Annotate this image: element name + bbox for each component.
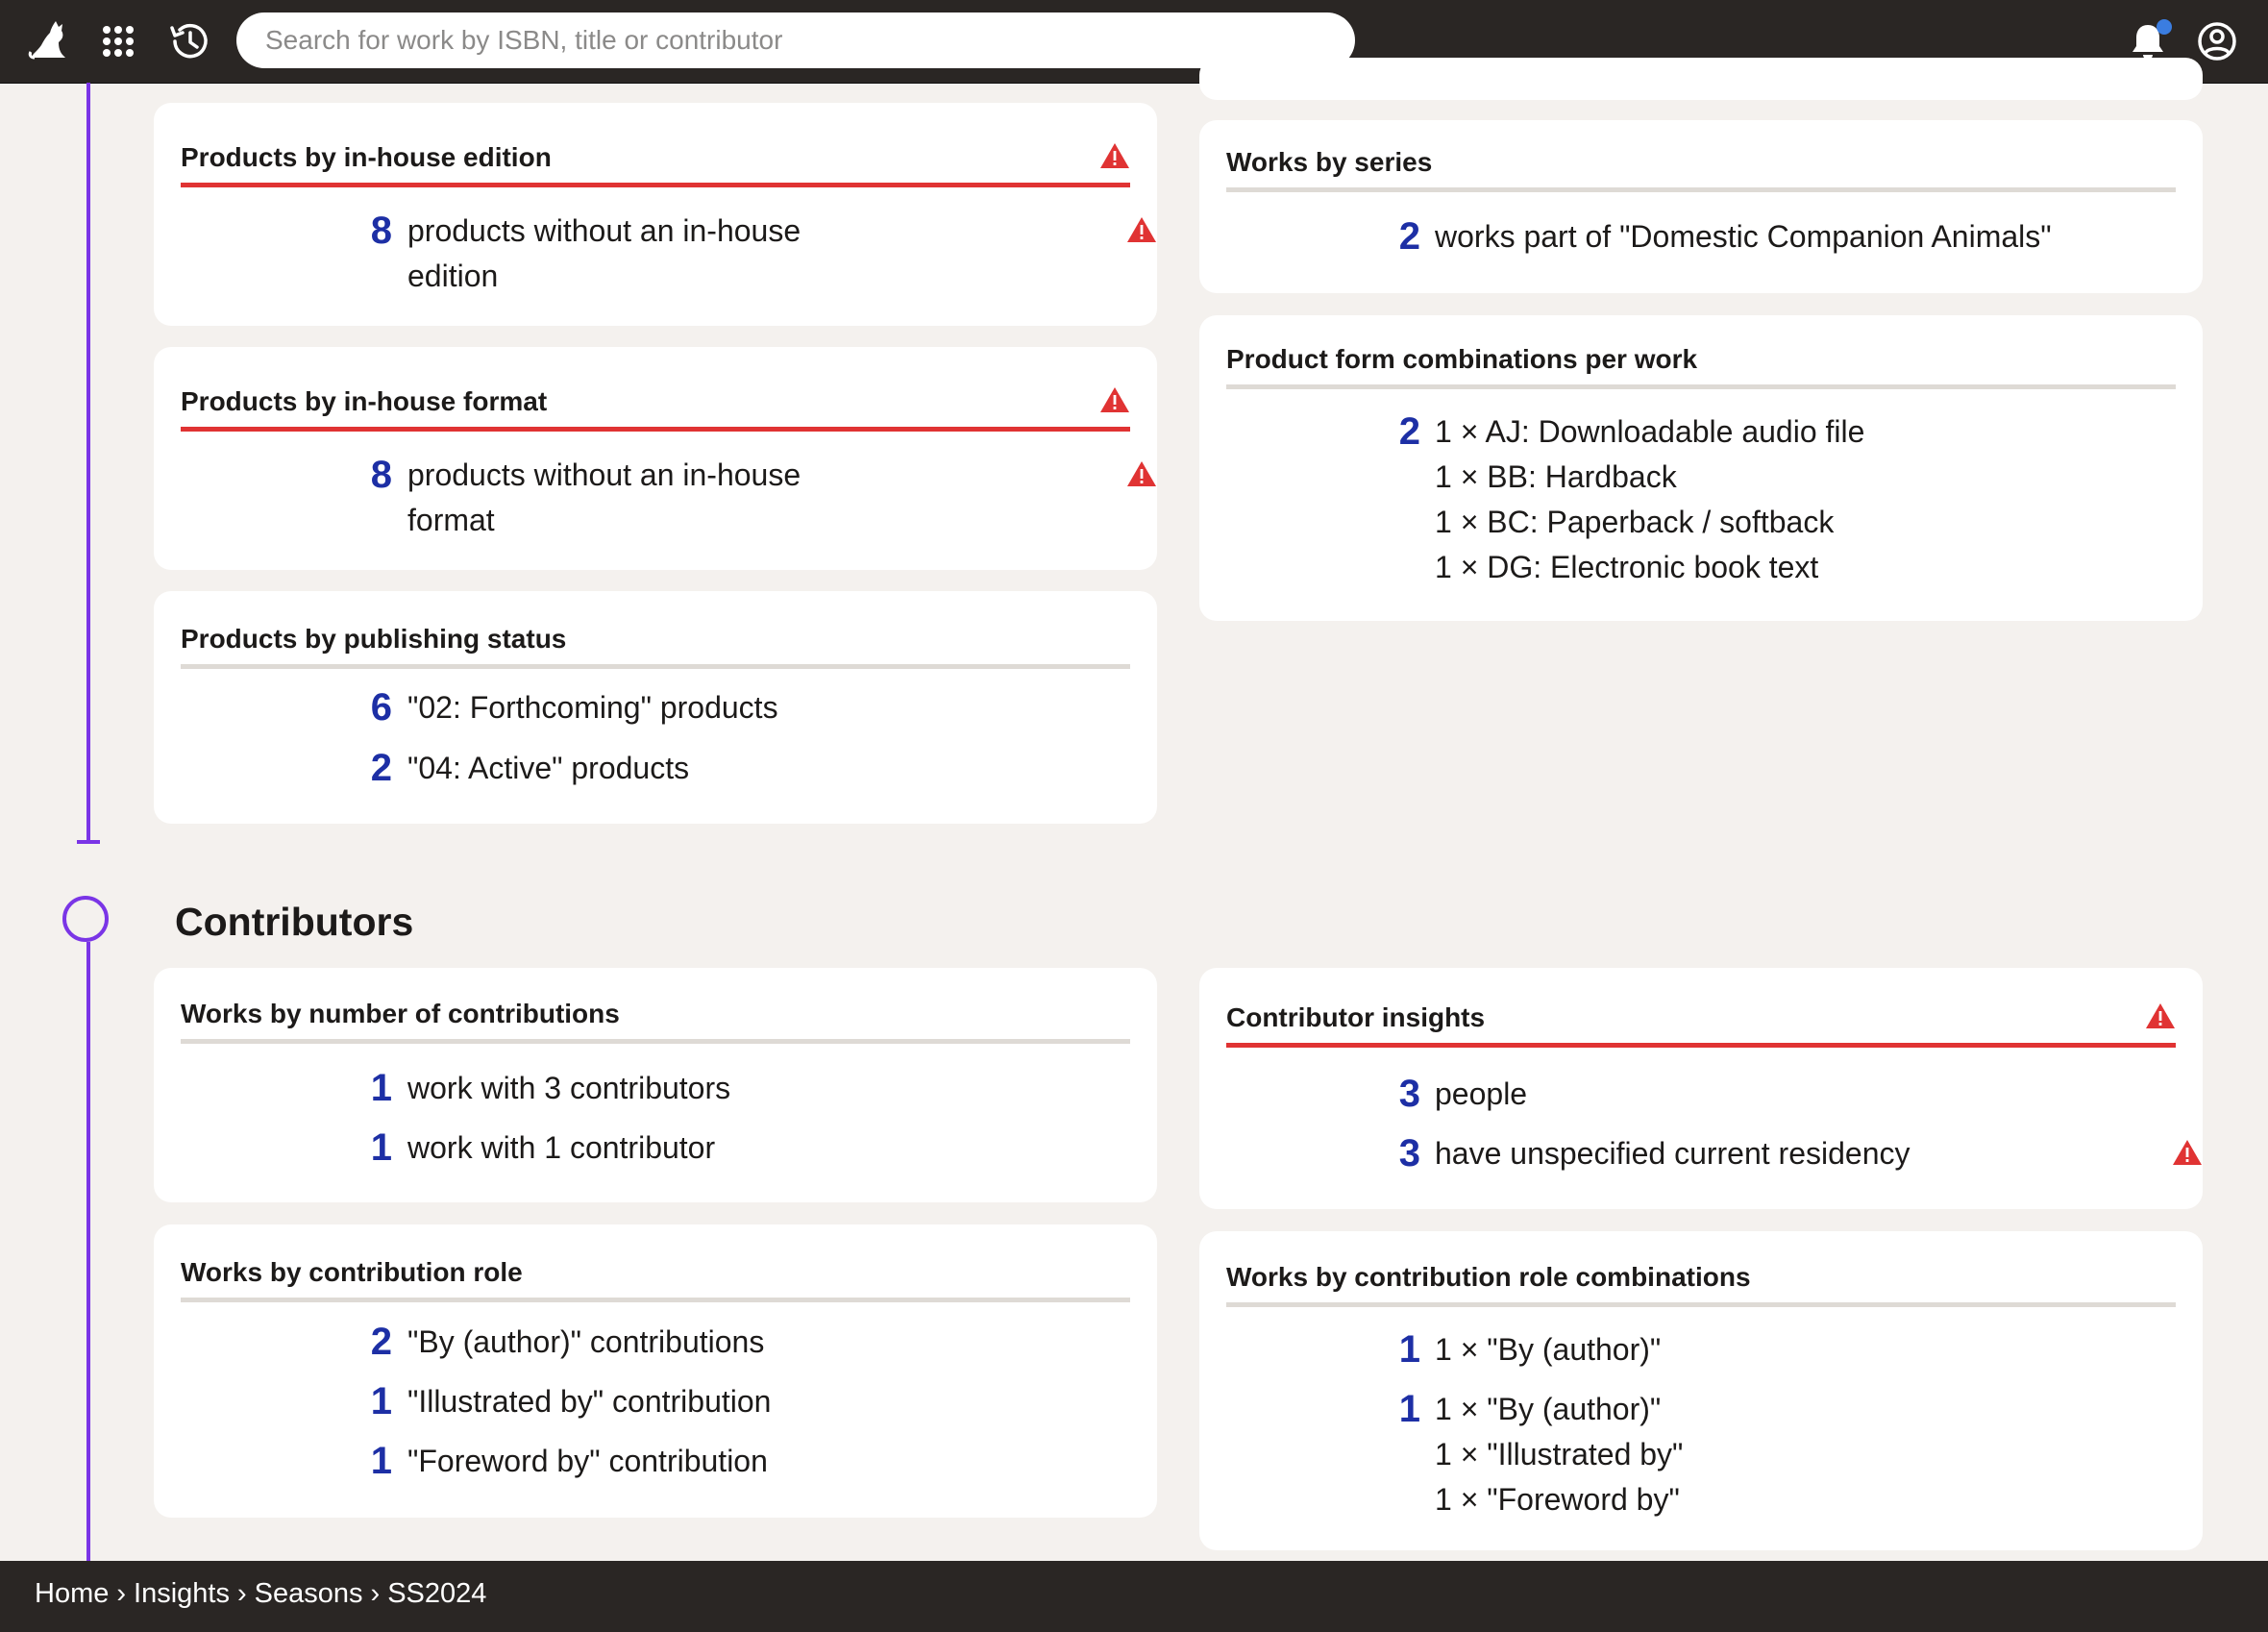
- stat-count: 3: [1398, 1073, 1420, 1115]
- stat-text: "Foreword by" contribution: [407, 1444, 768, 1478]
- stat-count: 2: [370, 747, 392, 789]
- timeline-end-cap: [77, 840, 100, 844]
- card-products-by-in-house-format: [154, 347, 1157, 570]
- account-icon[interactable]: [2195, 19, 2239, 63]
- stat-count: 1: [370, 1380, 392, 1422]
- stat-count: 1: [370, 1440, 392, 1482]
- stat-text: have unspecified current residency: [1435, 1136, 1911, 1171]
- breadcrumb-insights[interactable]: Insights: [134, 1578, 230, 1609]
- stat-count: 1: [1398, 1388, 1420, 1430]
- breadcrumb-current: SS2024: [387, 1578, 487, 1609]
- stat-count: 3: [1398, 1132, 1420, 1175]
- card-products-by-publishing-status: [154, 591, 1157, 824]
- card-works-by-contribution-role-combinations: [1199, 1231, 2203, 1550]
- warning-icon: [2172, 1139, 2203, 1166]
- stat-text: 1 × "By (author)": [1435, 1332, 1662, 1367]
- timeline-node: [62, 896, 109, 942]
- stat-text: work with 3 contributors: [407, 1071, 731, 1105]
- bottom-bar: [0, 1561, 2268, 1632]
- stat-count: 8: [370, 210, 392, 252]
- timeline-line: [86, 942, 90, 1561]
- stat-text: products without an in-house edition: [407, 213, 801, 293]
- stat-count: 1: [1398, 1328, 1420, 1371]
- cat-logo-icon[interactable]: [27, 17, 71, 62]
- section-title-contributors: Contributors: [175, 900, 414, 944]
- card-title: Works by series: [1226, 147, 1433, 177]
- search-input[interactable]: [236, 12, 1355, 68]
- history-icon[interactable]: [167, 19, 211, 63]
- breadcrumb-separator: ›: [370, 1578, 381, 1609]
- breadcrumb-seasons[interactable]: Seasons: [254, 1578, 363, 1609]
- stat-text: people: [1435, 1076, 1528, 1111]
- breadcrumb: [35, 1578, 486, 1610]
- card-works-by-contribution-role: [154, 1224, 1157, 1518]
- card-title: Contributor insights: [1226, 1002, 1486, 1032]
- stat-text: products without an in-house format: [407, 457, 801, 537]
- stat-count: 2: [1398, 215, 1420, 258]
- card-works-by-series: [1199, 120, 2203, 293]
- warning-icon: [1126, 216, 1157, 243]
- notification-badge: [2157, 19, 2172, 35]
- stat-count: 1: [370, 1067, 392, 1109]
- card-works-by-number-of-contributions: [154, 968, 1157, 1202]
- card-title: Products by in-house edition: [181, 142, 552, 172]
- stat-count: 8: [370, 454, 392, 496]
- card-title: Products by in-house format: [181, 386, 548, 416]
- card-title: Product form combinations per work: [1226, 344, 1698, 374]
- stat-text: work with 1 contributor: [407, 1130, 716, 1165]
- card-product-form-combinations: [1199, 315, 2203, 621]
- warning-icon: [1099, 386, 1130, 413]
- stat-count: 2: [1398, 410, 1420, 453]
- stat-count: 6: [370, 686, 392, 729]
- breadcrumb-separator: ›: [236, 1578, 247, 1609]
- stat-count: 1: [370, 1126, 392, 1169]
- card-title: Works by contribution role: [181, 1257, 523, 1287]
- warning-icon: [1126, 460, 1157, 487]
- stat-text: "By (author)" contributions: [407, 1324, 765, 1359]
- apps-grid-icon[interactable]: [96, 19, 140, 63]
- card-partial: [1199, 58, 2203, 100]
- warning-icon: [1099, 142, 1130, 169]
- breadcrumb-home[interactable]: Home: [35, 1578, 110, 1609]
- timeline-line: [86, 83, 90, 844]
- stat-text: 1 × "By (author)" 1 × "Illustrated by" 1 × "Foreword by": [1435, 1392, 1684, 1517]
- breadcrumb-separator: ›: [116, 1578, 127, 1609]
- stat-text: "04: Active" products: [407, 751, 690, 785]
- card-title: Products by publishing status: [181, 624, 567, 654]
- card-contributor-insights: [1199, 968, 2203, 1209]
- stat-text: "Illustrated by" contribution: [407, 1384, 772, 1419]
- stat-count: 2: [370, 1321, 392, 1363]
- stat-text: 1 × AJ: Downloadable audio file 1 × BB: Hardback 1 × BC: Paperback / softback 1 × DG: Electronic book text: [1435, 414, 1865, 584]
- warning-icon: [2145, 1002, 2176, 1029]
- card-products-by-in-house-edition: [154, 103, 1157, 326]
- card-title: Works by contribution role combinations: [1226, 1262, 1751, 1292]
- card-title: Works by number of contributions: [181, 999, 620, 1028]
- stat-text: "02: Forthcoming" products: [407, 690, 778, 725]
- stat-text: works part of "Domestic Companion Animals": [1435, 219, 2052, 254]
